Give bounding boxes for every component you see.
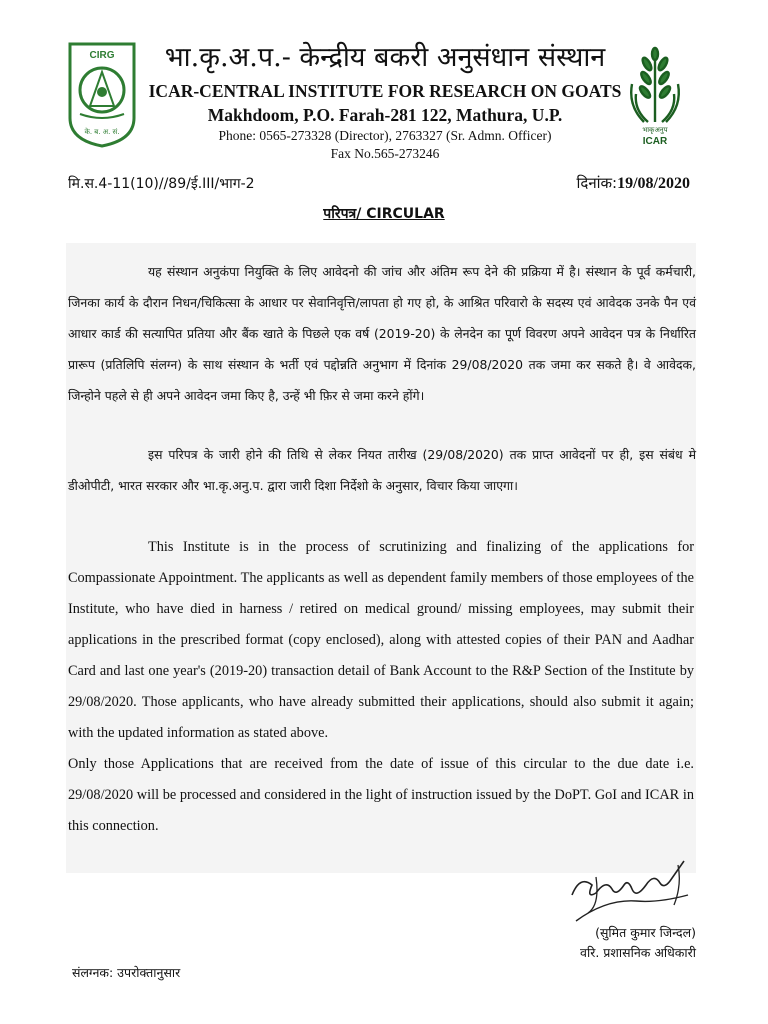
signatory-name: (सुमित कुमार जिन्दल) — [595, 925, 696, 940]
enclosure-note: संलग्नक: उपरोक्तानुसार — [72, 965, 181, 980]
hindi-paragraph: इस परिपत्र के जारी होने की तिथि से लेकर नियत तारीख (29/08/2020) तक प्राप्त आवेदनों पर ही, इस संबंध मे डीओपीटी, भारत सरकार और भा.कृ.अनु.प. द्वारा जारी दिशा निर्देशो के अनुसार, विचार किया जाएगा। — [68, 447, 696, 493]
fax-number: Fax No.565-273246 — [330, 146, 440, 161]
date-label: दिनांक: — [576, 174, 618, 192]
signature — [566, 855, 694, 925]
cirg-logo-text: CIRG — [89, 50, 115, 61]
institute-address: Makhdoom, P.O. Farah-281 122, Mathura, U.P. — [207, 105, 563, 125]
english-paragraph: This Institute is in the process of scrutinizing and finalizing of the applications for Compassionate Appointment. The applicants as well as dependent family members of those employees of the Institute, who have died in harness / retired on medical ground/ missing employees, may submit their applications in the prescribed format (copy enclosed), along with attested copies of their PAN and Aadhar Card and last one year's (2019-20) transaction detail of Bank Account to the R&P Section of the Institute by 29/08/2020. Those applicants, who have already submitted their applications, should also submit it again; with the updated information as stated above. — [68, 539, 694, 741]
hindi-institute-title: भा.कृ.अ.प.- केन्द्रीय बकरी अनुसंधान संस्थान — [164, 42, 606, 73]
signatory-designation: वरि. प्रशासनिक अधिकारी — [580, 945, 696, 960]
hindi-paragraph: यह संस्थान अनुकंपा नियुक्ति के लिए आवेदनो की जांच और अंतिम रूप देने की प्रक्रिया में है। संस्थान के पूर्व कर्मचारी, जिनका कार्य के दौरान निधन/चिकित्सा के आधार पर सेवानिवृत्ति/लापता हो गए हो, के आश्रित परिवारो के सदस्य एवं आवेदक उनके पैन एवं आधार कार्ड की सत्यापित प्रतिया और बैंक खाते के पिछले एक वर्ष (2019-20) के लेनदेन का पूर्ण विवरण अपने आवेदन पत्र के निर्धारित प्रारूप (प्रतिलिपि संलग्न) के साथ संस्थान के भर्ती एवं पद्दोन्नति अनुभाग में दिनांक 29/08/2020 तक जमा कर सकते है। वे आवेदक, जिन्होने पहले से ही अपने आवेदन जमा किए है, उन्हें भी फ़िर से जमा करने होंगे। — [68, 264, 697, 403]
date-value: 19/08/2020 — [617, 175, 690, 192]
circular-date — [540, 173, 690, 193]
icar-logo-text: ICAR — [642, 136, 668, 147]
cirg-logo-subtext: के. ब. अ. सं. — [84, 128, 120, 136]
cirg-logo — [66, 40, 138, 148]
english-paragraph: Only those Applications that are received from the date of issue of this circular to the due date i.e. 29/08/2020 will be processed and considered in the light of instruction issued by the DoPT. GoI and ICAR in this connection. — [68, 756, 694, 834]
icar-logo — [622, 44, 688, 150]
reference-number: मि.स.4-11(10)//89/ई.III/भाग-2 — [68, 176, 255, 192]
circular-title: परिपत्र/ CIRCULAR — [323, 206, 445, 222]
english-institute-title: ICAR-CENTRAL INSTITUTE FOR RESEARCH ON GOATS — [148, 81, 622, 101]
icar-logo-hindi: भाकृअनुप — [642, 126, 668, 134]
phone-numbers: Phone: 0565-273328 (Director), 2763327 (Sr. Admn. Officer) — [218, 128, 552, 143]
